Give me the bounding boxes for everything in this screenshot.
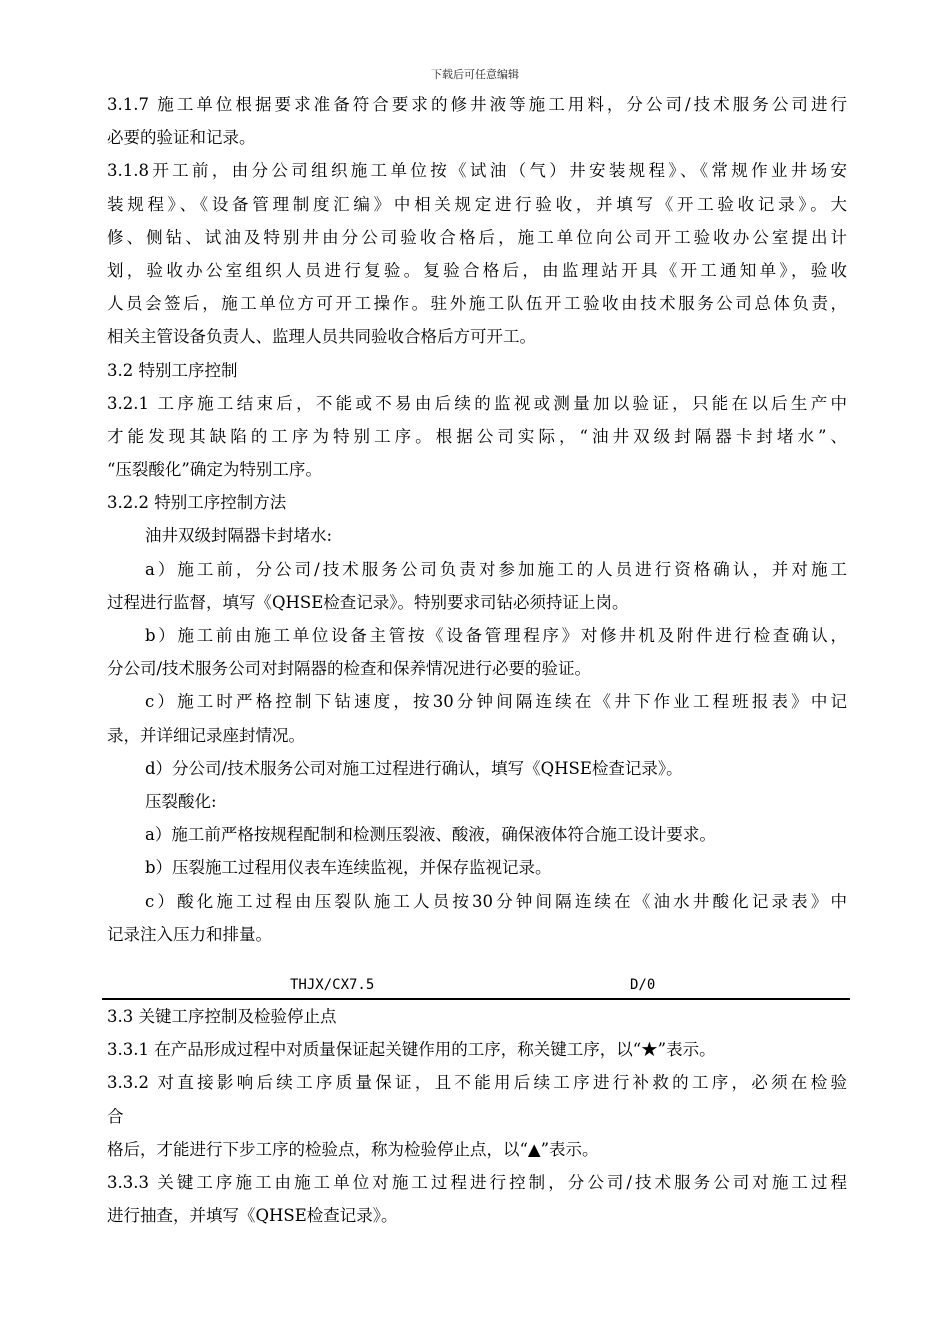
text-line: c）施工时严格控制下钻速度，按30分钟间隔连续在《井下作业工程班报表》中记: [145, 692, 847, 712]
document-code: THJX/CX7.5: [290, 977, 375, 993]
text-line: 必要的验证和记录。: [107, 128, 256, 148]
text-line: 3.1.8开工前，由分公司组织施工单位按《试油（气）井安装规程》、《常规作业井场安: [107, 161, 847, 181]
text-line: 3.1.7 施工单位根据要求准备符合要求的修井液等施工用料，分公司/技术服务公司进行: [107, 95, 847, 114]
text-line: 修、侧钻、试油及特别井由分公司验收合格后，施工单位向公司开工验收办公室提出计: [107, 227, 847, 247]
text-line: 进行抽查，并填写《QHSE检查记录》。: [107, 1206, 398, 1226]
text-line: 3.3.1 在产品形成过程中对质量保证起关键作用的工序，称关键工序，以“★”表示。: [107, 1040, 716, 1060]
text-line: 格后，才能进行下步工序的检验点，称为检验停止点，以“▲”表示。: [107, 1139, 599, 1159]
text-line: 装规程》、《设备管理制度汇编》中相关规定进行验收，并填写《开工验收记录》。大: [107, 194, 847, 214]
page-header-note: 下载后可任意编辑: [431, 68, 519, 81]
text-line: 3.2.2 特别工序控制方法: [107, 493, 287, 513]
text-line: 分公司/技术服务公司对封隔器的检查和保养情况进行必要的验证。: [107, 659, 592, 679]
text-line: 油井双级封隔器卡封堵水:: [145, 526, 333, 546]
document-revision: D/0: [630, 977, 656, 993]
text-line: 人员会签后，施工单位方可开工操作。驻外施工队伍开工验收由技术服务公司总体负责，: [107, 294, 847, 314]
text-line: 记录注入压力和排量。: [107, 924, 272, 944]
text-line: a）施工前，分公司/技术服务公司负责对参加施工的人员进行资格确认，并对施工: [145, 559, 847, 579]
text-line: 3.2.1 工序施工结束后，不能或不易由后续的监视或测量加以验证，只能在以后生产中: [107, 393, 847, 413]
text-line: 过程进行监督，填写《QHSE检查记录》。特别要求司钻必须持证上岗。: [107, 592, 629, 612]
document-body-section-1: [107, 88, 847, 951]
text-line: b）施工前由施工单位设备主管按《设备管理程序》对修井机及附件进行检查确认，: [145, 626, 847, 645]
text-line: 划，验收办公室组织人员进行复验。复验合格后，由监理站开具《开工通知单》，验收: [107, 260, 847, 280]
text-line: d）分公司/技术服务公司对施工过程进行确认，填写《QHSE检查记录》。: [145, 758, 683, 778]
document-footer: [102, 974, 850, 1000]
document-body-section-2: [107, 1000, 847, 1232]
text-line: 才能发现其缺陷的工序为特别工序。根据公司实际，“油井双级封隔器卡封堵水”、: [107, 426, 847, 446]
text-line: 录，并详细记录座封情况。: [107, 725, 305, 745]
text-line: 3.3.2 对直接影响后续工序质量保证，且不能用后续工序进行补救的工序，必须在检验: [107, 1073, 847, 1093]
text-line: 压裂酸化:: [145, 791, 217, 811]
text-line: “压裂酸化”确定为特别工序。: [107, 460, 322, 480]
text-line: c）酸化施工过程由压裂队施工人员按30分钟间隔连续在《油水井酸化记录表》中: [145, 891, 847, 911]
text-line: 合: [107, 1106, 124, 1126]
text-line: 3.3.3 关键工序施工由施工单位对施工过程进行控制，分公司/技术服务公司对施工过程: [107, 1172, 847, 1192]
text-line: 3.2 特别工序控制: [107, 360, 238, 380]
text-line: 3.3 关键工序控制及检验停止点: [107, 1007, 337, 1026]
text-line: a）施工前严格按规程配制和检测压裂液、酸液，确保液体符合施工设计要求。: [145, 825, 716, 845]
text-line: b）压裂施工过程用仪表车连续监视，并保存监视记录。: [145, 858, 552, 878]
text-line: 相关主管设备负责人、监理人员共同验收合格后方可开工。: [107, 327, 536, 347]
